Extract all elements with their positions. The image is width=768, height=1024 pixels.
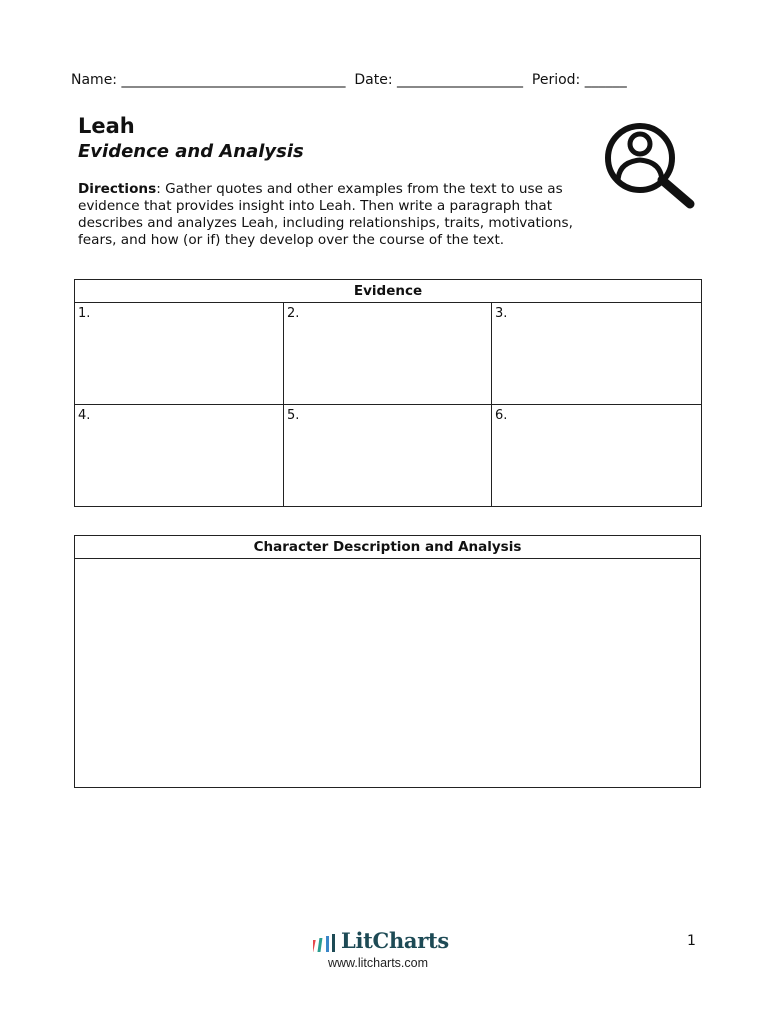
logo-text: LitCharts [341, 928, 449, 953]
page-subtitle: Evidence and Analysis [78, 141, 304, 162]
evidence-table [74, 279, 702, 507]
analysis-heading: Character Description and Analysis [75, 536, 701, 559]
directions-paragraph [78, 181, 598, 249]
evidence-cell-3[interactable]: 3. [492, 303, 702, 405]
directions-text: : Gather quotes and other examples from the text to use as evidence that provides insight into Leah. Then write a paragraph that describes and analyzes Leah, including relationships, traits, motivations, fears, and how (or if) they develop over the course of the text. [78, 181, 573, 248]
analysis-writing-area[interactable] [75, 559, 701, 788]
evidence-cell-5[interactable]: 5. [284, 405, 492, 507]
evidence-cell-2[interactable]: 2. [284, 303, 492, 405]
student-info-line: Name: ________________________________ Date: __________________ Period: ______ [71, 72, 627, 88]
evidence-cell-4[interactable]: 4. [75, 405, 284, 507]
directions-label: Directions [78, 181, 157, 197]
evidence-cell-6[interactable]: 6. [492, 405, 702, 507]
logo-bars-icon [313, 934, 339, 952]
litcharts-logo [313, 928, 463, 978]
magnifier-person-icon [604, 114, 700, 210]
evidence-heading: Evidence [75, 280, 702, 303]
analysis-table [74, 535, 701, 788]
page-number: 1 [687, 933, 696, 949]
logo-url: www.litcharts.com [328, 956, 429, 970]
evidence-cell-1[interactable]: 1. [75, 303, 284, 405]
page-title: Leah [78, 114, 135, 138]
